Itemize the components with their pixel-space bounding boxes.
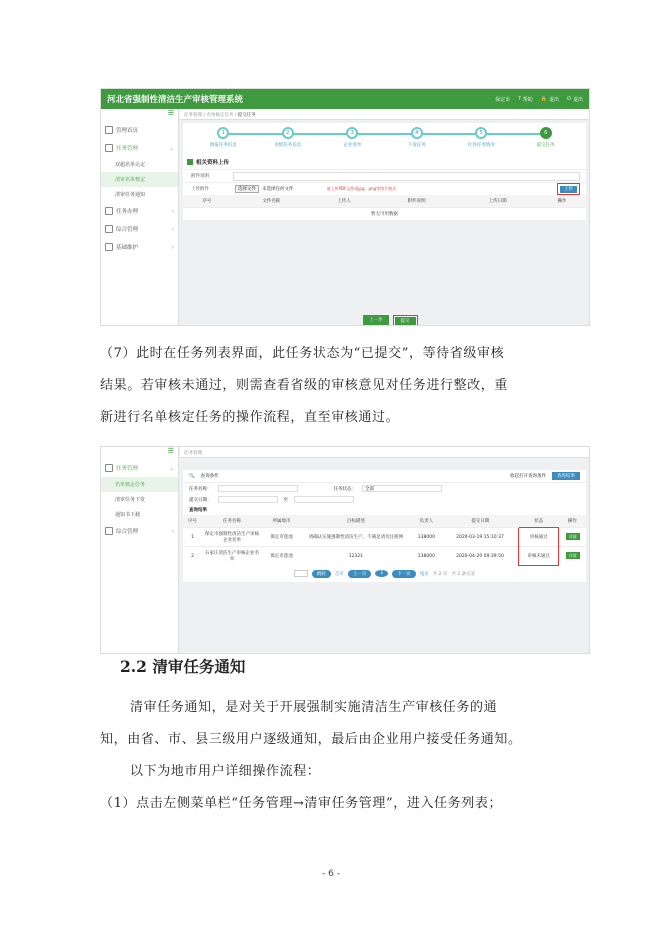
section-title: 相关资料上传 <box>183 155 586 169</box>
upload-highlight <box>557 183 580 195</box>
jump-button[interactable]: 跳转 <box>312 570 331 578</box>
status-badge: 审核通过 <box>519 528 559 547</box>
sidebar <box>101 109 179 325</box>
paragraph-notice: 清审任务通知，是对关于开展强制实施清洁生产审核任务的通 知，由省、市、县三级用户逐级通知，最后由企业用户接受任务通知。 以下为地市用户详细操作流程： （1）点击左侧菜单栏“任务管理→清审任务管理”，进入任务列表； <box>100 700 522 811</box>
list-icon <box>105 225 113 233</box>
sidebar-item-task-manage[interactable]: 任务管理 ⌄ <box>101 139 178 157</box>
attach-desc-input[interactable] <box>233 172 580 181</box>
breadcrumb: 任务管理 / 名单核定任务 / 提交任务 <box>180 109 589 120</box>
screenshot-submit-task <box>100 88 590 326</box>
paragraph-step7: （7）此时在任务列表界面，此任务状态为“已提交”，等待省级审核 结果。若审核未通过，则需查看省级的审核意见对任务进行整改，重 新进行名单核定任务的操作流程，直至审核通过。 <box>100 346 509 425</box>
section-heading: 2.2 清审任务通知 <box>120 657 246 676</box>
attachment-table: 序号 文件名称 上传人 附件说明 上传日期 操作 暂无可用数据 <box>183 195 586 220</box>
empty-text: 暂无可用数据 <box>183 208 586 221</box>
attach-desc-row: 附件说明 <box>183 169 586 182</box>
main-area <box>180 109 589 325</box>
chevron-right-icon: › <box>171 527 174 535</box>
upload-row: 上传附件 选择文件 未选择任何文件 请上传PDF文件或jpg、png等图片格式 上传 <box>183 182 586 195</box>
top-link-lock[interactable]: 🔒 退出 <box>540 96 560 103</box>
status-badge: 审核未通过 <box>519 547 559 566</box>
section-icon <box>187 159 193 165</box>
upload-button[interactable]: 上传 <box>560 186 577 193</box>
lock-icon: 🔒 <box>540 96 547 102</box>
query-title: 查询条件 <box>200 474 219 479</box>
power-icon: ⏻ <box>567 96 571 102</box>
help-icon: ? <box>518 96 521 102</box>
sidebar-item-task-manage[interactable]: 任务管理 ⌄ <box>101 459 178 477</box>
sidebar-sub-list-verify[interactable]: 名单核定任务 <box>101 477 178 492</box>
step-1[interactable]: 1 填报任务信息 <box>193 127 253 148</box>
step-6[interactable]: 6 提交任务 <box>516 127 576 148</box>
sidebar-sub-dual[interactable]: 双超名单认定 <box>115 162 146 168</box>
file-name-text: 未选择任何文件 <box>262 187 294 192</box>
status-select[interactable]: 全部 <box>362 485 442 492</box>
top-link-city[interactable]: 保定市 <box>495 96 511 103</box>
task-icon <box>105 144 113 152</box>
upload-warning: 请上传PDF文件或jpg、png等图片格式 <box>326 186 397 191</box>
page-number: - 6 - <box>322 869 340 879</box>
task-name-input[interactable] <box>218 485 298 492</box>
date-from-input[interactable] <box>218 496 278 503</box>
system-title: 河北省强制性清洁生产审核管理系统 <box>107 95 244 105</box>
pagination: 跳转 首页 上一页 1 下一页 尾页 共 2 页 共 2 条记录 <box>183 566 586 582</box>
next-page[interactable]: 下一页 <box>392 570 416 578</box>
query-panel: 🔍 查询条件 收起打开查询条件 查询结果 任务名称： 任务状态： 全部 提交日期： 至 查询结果 序号 任务名称 所属地市 目标描述 负责人 提交日期 状态 操作 1 保定市强制性清洁生产审核企业名单 保定市莲池 请确认实施强制性清洁生产，不满足请勿注册网 138000 2020-03-19 15:10:37 审核通过 详情 2 石家庄清洁生产审核企业名单 保定市莲池 12321 138000 2020-04-20 09:39:50 审核未通过 详情 跳转 首页 上一页 1 下一页 尾页 共 2 页 共 2 条记录 <box>183 470 586 582</box>
chevron-right-icon: › <box>171 225 174 233</box>
sidebar-item-general[interactable]: 综合管理 › <box>101 522 178 540</box>
date-to-input[interactable] <box>294 496 354 503</box>
screenshot-task-list <box>100 446 590 654</box>
top-bar <box>101 89 589 109</box>
list-title: 查询结果 <box>189 508 207 513</box>
sidebar-item-base[interactable]: 基础维护 › <box>101 238 178 256</box>
table-row: 2 石家庄清洁生产审核企业名单 保定市莲池 12321 138000 2020-04-20 09:39:50 审核未通过 详情 <box>183 547 586 566</box>
check-icon <box>105 207 113 215</box>
task-table: 序号 任务名称 所属地市 目标描述 负责人 提交日期 状态 操作 1 保定市强制性清洁生产审核企业名单 保定市莲池 请确认实施强制性清洁生产，不满足请勿注册网 138000 2020-03-19 15:10:37 审核通过 详情 2 石家庄清洁生产审核企业名单 保定市莲池 12321 138000 2020-04-20 09:39:50 审核未通过 详情 <box>183 515 586 566</box>
chevron-right-icon: › <box>171 243 174 251</box>
collapse-menu-icon[interactable]: ☰ <box>167 447 174 455</box>
detail-button[interactable]: 详情 <box>566 533 580 540</box>
sidebar-item-home[interactable]: 管理首页 <box>101 121 178 139</box>
breadcrumb: 任务管理 <box>180 447 589 458</box>
last-page[interactable]: 尾页 <box>419 571 429 577</box>
submit-button[interactable]: 提交 <box>395 317 416 325</box>
chevron-down-icon: ⌄ <box>168 144 174 152</box>
home-icon <box>105 126 113 134</box>
progress-steps <box>183 123 586 155</box>
main-area <box>180 447 589 653</box>
sidebar-sub-list-verify[interactable]: 清审名单核定 <box>101 172 178 187</box>
top-link-exit[interactable]: ⏻ 退出 <box>567 96 583 103</box>
step-3[interactable]: 3 企业清单 <box>322 127 382 148</box>
chevron-right-icon: › <box>171 207 174 215</box>
search-icon: 🔍 <box>189 473 195 479</box>
chevron-down-icon: ⌄ <box>168 464 174 472</box>
query-button[interactable]: 查询结果 <box>552 472 580 480</box>
step-2[interactable]: 2 市级任务信息 <box>258 127 318 148</box>
first-page[interactable]: 首页 <box>334 571 344 577</box>
submit-highlight <box>393 315 418 326</box>
page-jump-input[interactable] <box>294 570 308 577</box>
table-row: 1 保定市强制性清洁生产审核企业名单 保定市莲池 请确认实施强制性清洁生产，不满足请勿注册网 138000 2020-03-19 15:10:37 审核通过 详情 <box>183 528 586 547</box>
step-4[interactable]: 4 下发任务 <box>387 127 447 148</box>
nav-buttons <box>363 315 418 326</box>
steps-panel <box>183 123 586 220</box>
sidebar-item-task-handle[interactable]: 任务办理 › <box>101 202 178 220</box>
detail-button[interactable]: 详情 <box>566 552 580 559</box>
toggle-query[interactable]: 收起打开查询条件 <box>510 474 546 479</box>
sidebar <box>101 447 179 653</box>
sidebar-sub-download[interactable]: 通知书下载 <box>115 512 141 518</box>
step-5[interactable]: 5 区县任务情况 <box>451 127 511 148</box>
prev-page[interactable]: 上一页 <box>348 570 372 578</box>
sidebar-item-general[interactable]: 综合管理 › <box>101 220 178 238</box>
sidebar-sub-notice[interactable]: 清审任务通知 <box>115 192 146 198</box>
list-icon <box>105 527 113 535</box>
top-link-help[interactable]: ? 帮助 <box>518 96 533 103</box>
page-1[interactable]: 1 <box>375 570 388 577</box>
choose-file-button[interactable]: 选择文件 <box>235 185 259 193</box>
prev-button[interactable]: 上一步 <box>363 315 389 326</box>
sidebar-sub-issue[interactable]: 清审任务下发 <box>115 497 146 503</box>
task-icon <box>105 464 113 472</box>
doc-icon <box>105 243 113 251</box>
collapse-menu-icon[interactable]: ☰ <box>167 109 174 117</box>
